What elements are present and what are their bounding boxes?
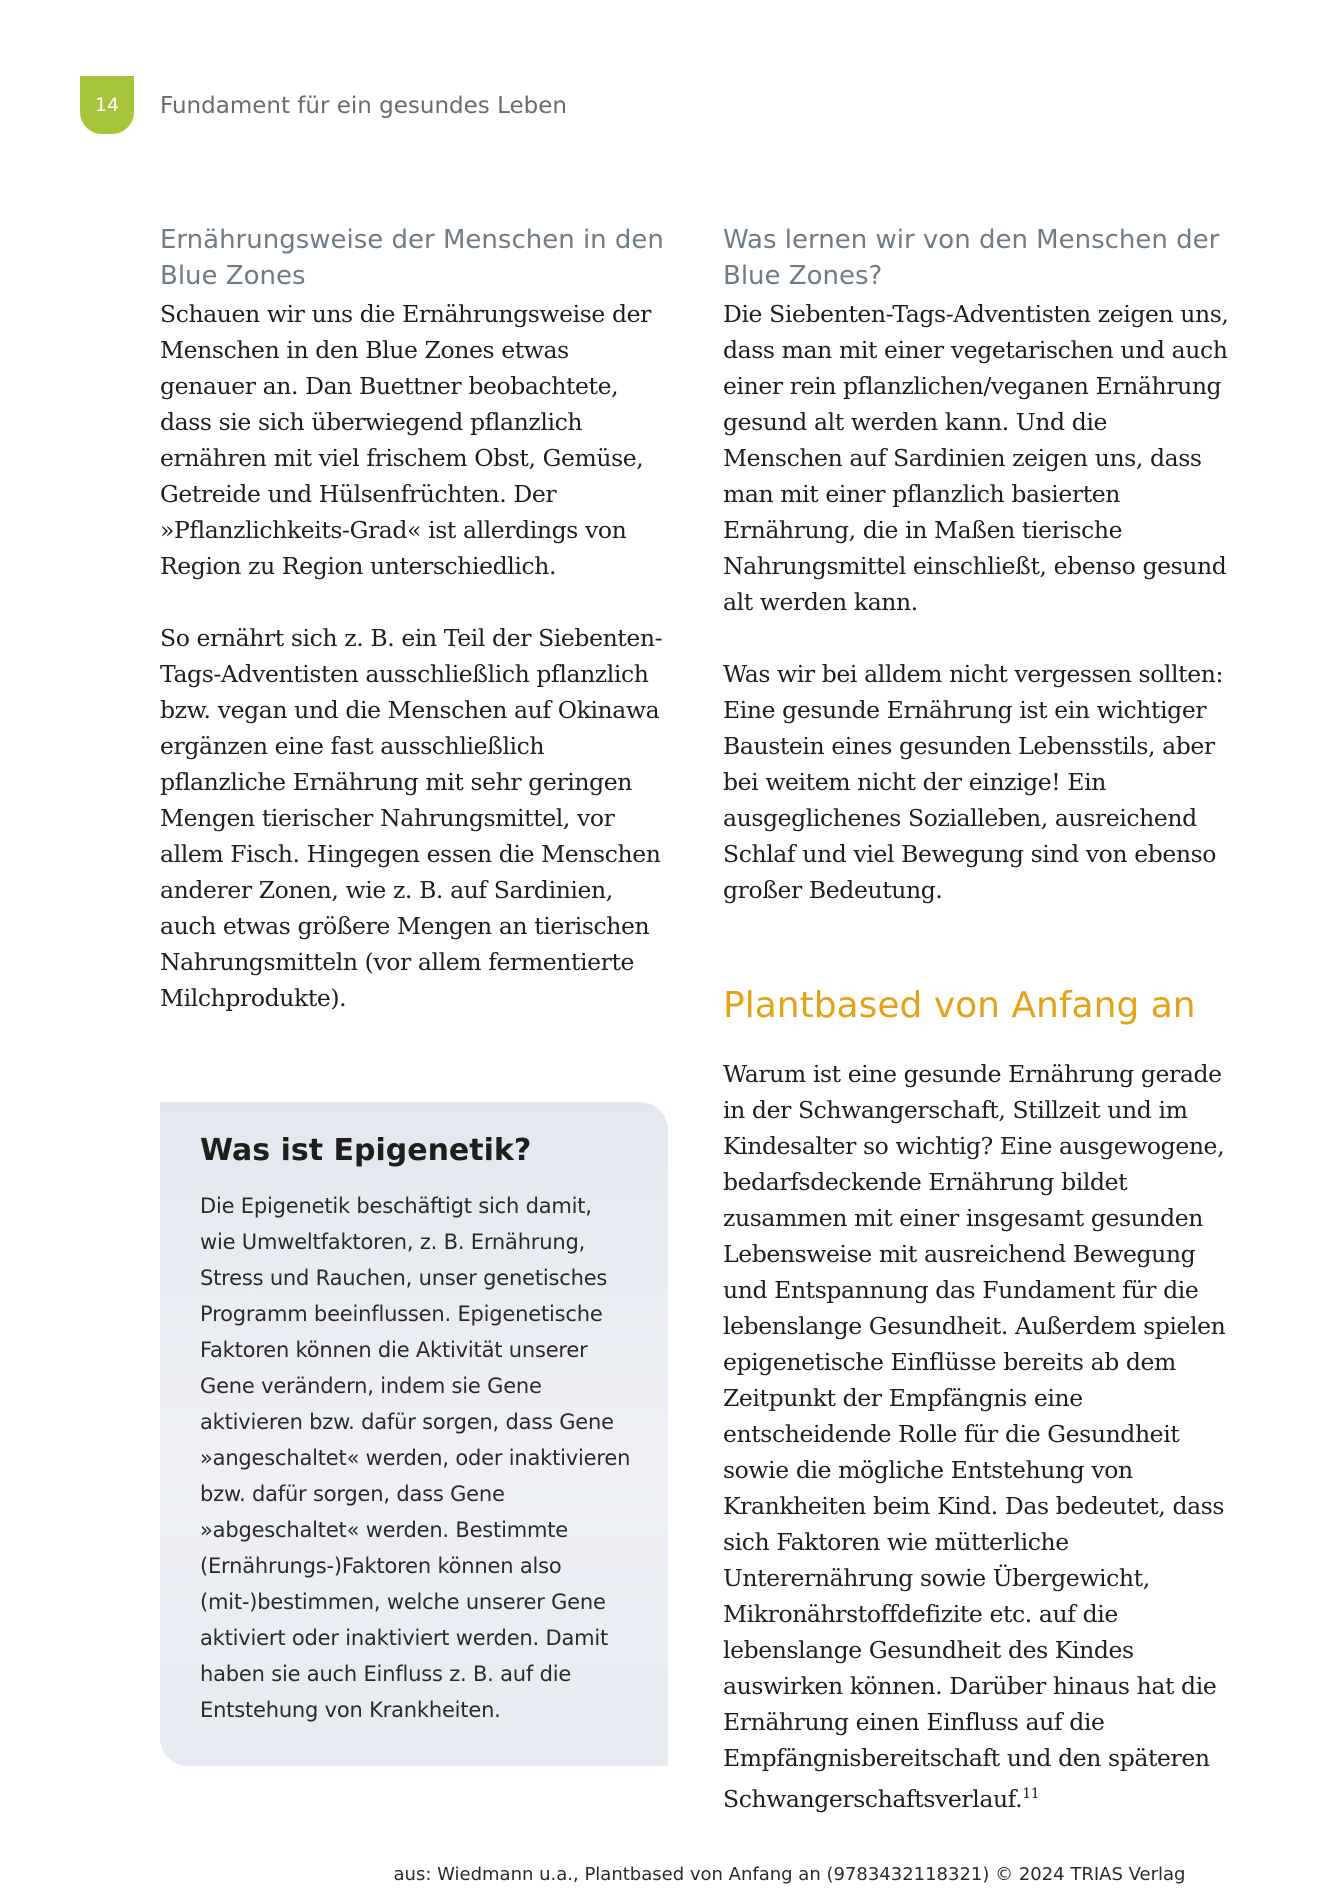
running-head: Fundament für ein gesundes Leben (160, 93, 567, 119)
footer-text: aus: Wiedmann u.a., Plantbased von Anfang an (9783432118321) © 2024 TRIAS Verlag (393, 1864, 1186, 1885)
section-title: Plantbased von Anfang an (723, 985, 1196, 1026)
footnote-reference: 11 (1022, 1786, 1040, 1802)
page-number: 14 (80, 76, 134, 134)
section-paragraph-text: Warum ist eine gesunde Ernährung gerade in der Schwangerschaft, Stillzeit und im Kindesalter so wichtig? Eine ausgewogene, bedarfsdeckende Ernährung bildet zusammen mit einer insgesamt gesunden Lebensweise mit ausreichend Bewegung und Entspannung das Fundament für die lebenslange Gesundheit. Außerdem spielen epigenetische Einflüsse bereits ab dem Zeitpunkt der Empfängnis eine entscheidende Rolle für die Gesundheit sowie die mögliche Entstehung von Krankheiten beim Kind. Das bedeutet, dass sich Faktoren wie mütterliche Unterernährung sowie Übergewicht, Mikronährstoffdefizite etc. auf die lebenslange Gesundheit des Kindes auswirken können. Darüber hinaus hat die Ernährung einen Einfluss auf die Empfängnisbereitschaft und den späteren Schwangerschaftsverlauf. (723, 1060, 1226, 1813)
paragraph: Was wir bei alldem nicht vergessen sollten: Eine gesunde Ernährung ist ein wichtiger Baustein eines gesunden Lebensstils, aber bei weitem nicht der einzige! Ein ausgeglichenes Sozialleben, ausreichend Schlaf und viel Bewegung sind von ebenso großer Bedeutung. (723, 660, 1223, 904)
subhead-blue-zones-diet: Ernährungsweise der Menschen in den Blue Zones (160, 225, 664, 291)
box-title: Was ist Epigenetik? (200, 1133, 532, 1168)
epigenetics-info-box (160, 1102, 668, 1766)
subhead-lessons: Was lernen wir von den Menschen der Blue Zones? (723, 225, 1220, 291)
paragraph (723, 1056, 1233, 1817)
box-text: Die Epigenetik beschäftigt sich damit, wie Umweltfaktoren, z. B. Ernährung, Stress und Rauchen, unser genetisches Programm beeinflussen. Epigenetische Faktoren können die Aktivität unserer Gene verändern, indem sie Gene aktivieren bzw. dafür sorgen, dass Gene »angeschaltet« werden, oder inaktivieren bzw. dafür sorgen, dass Gene »abgeschaltet« werden. Bestimmte (Ernährungs-)Faktoren können also (mit-)bestimmen, welche unserer Gene aktiviert oder inaktiviert werden. Damit haben sie auch Einfluss z. B. auf die Entstehung von Krankheiten. (200, 1194, 631, 1722)
source-footer (0, 1864, 1339, 1885)
paragraph: So ernährt sich z. B. ein Teil der Siebenten-Tags-Adventisten ausschließlich pflanzlich bzw. vegan und die Menschen auf Okinawa ergänzen eine fast ausschließlich pflanzliche Ernährung mit sehr geringen Mengen tierischer Nahrungsmittel, vor allem Fisch. Hingegen essen die Menschen anderer Zonen, wie z. B. auf Sardinien, auch etwas größere Mengen an tierischen Nahrungsmitteln (vor allem fermentierte Milchprodukte). (160, 624, 663, 1012)
paragraph: Die Siebenten-Tags-Adventisten zeigen uns, dass man mit einer vegetarischen und auch einer rein pflanzlichen/veganen Ernährung gesund alt werden kann. Und die Menschen auf Sardinien zeigen uns, dass man mit einer pflanzlich basierten Ernährung, die in Maßen tierische Nahrungsmittel einschließt, ebenso gesund alt werden kann. (723, 300, 1229, 616)
paragraph: Schauen wir uns die Ernährungsweise der Menschen in den Blue Zones etwas genauer an. Dan Buettner beobachtete, dass sie sich überwiegend pflanzlich ernähren mit viel frischem Obst, Gemüse, Getreide und Hülsenfrüchten. Der »Pflanzlichkeits-Grad« ist allerdings von Region zu Region unterschiedlich. (160, 300, 651, 580)
right-column (723, 222, 1233, 1817)
left-column (160, 222, 670, 1016)
